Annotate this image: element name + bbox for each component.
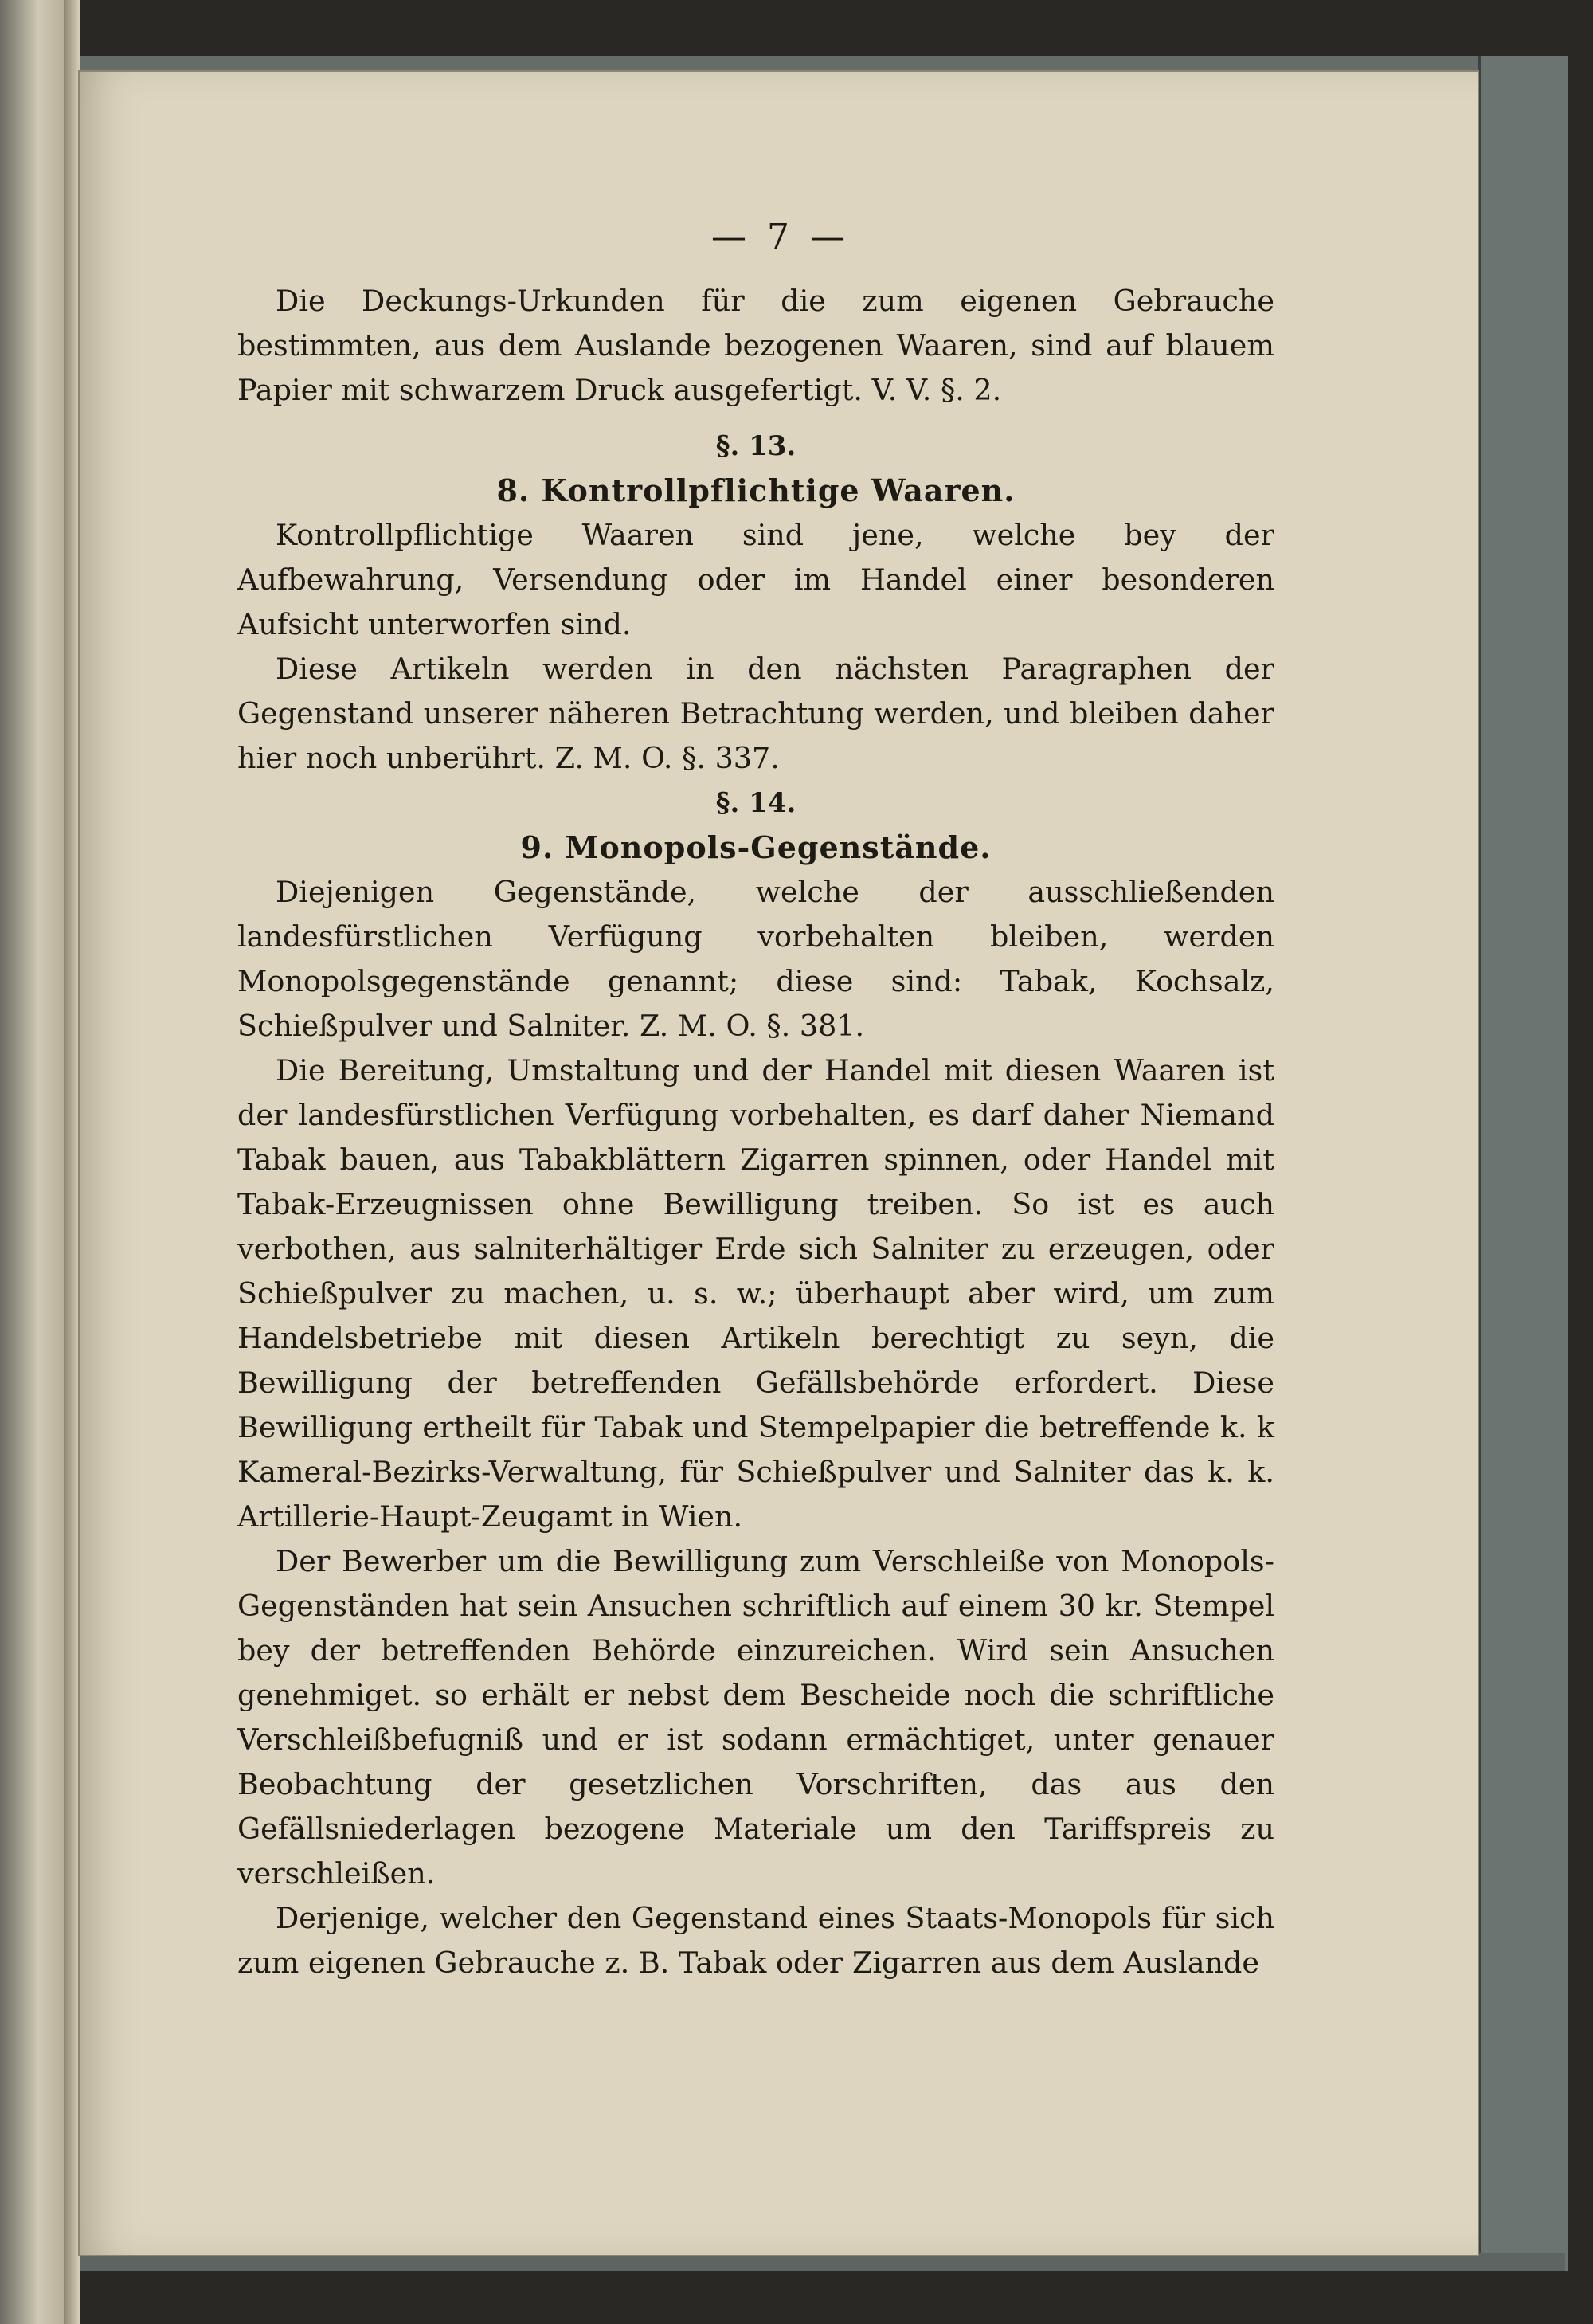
paragraph: Diese Artikeln werden in den nächsten Paragraphen der Gegenstand unserer näheren Betrachtung werden, und bleiben daher hier noch unberührt. Z. M. O. §. 337. xyxy=(237,652,1274,775)
paragraph: Diejenigen Gegenstände, welche der ausschließenden landesfürstlichen Verfügung vorbehalten bleiben, werden Monopolsgegenstände genannt; diese sind: Tabak, Kochsalz, Schießpulver und Salniter. Z. M. O. §. 381. xyxy=(237,875,1274,1043)
book-cover-top xyxy=(80,56,1565,73)
paragraph: Der Bewerber um die Bewilligung zum Verschleiße von Monopols-Gegenständen hat sein Ansuchen schriftlich auf einem 30 kr. Stempel bey der betreffenden Behörde einzureichen. Wird sein Ansuchen genehmiget. so erhält er nebst dem Bescheide noch die schriftliche Verschleißbefugniß und er ist sodann ermächtiget, unter genauer Beobachtung der gesetzlichen Vorschriften, das aus den Gefällsniederlagen bezogene Materiale um den Tariffspreis zu verschleißen. xyxy=(237,1544,1274,1891)
book-cover-bottom xyxy=(80,2253,1565,2271)
paragraph: Derjenige, welcher den Gegenstand eines Staats-Monopols für sich zum eigenen Gebrauche z. B. Tabak oder Zigarren aus dem Auslande xyxy=(237,1901,1274,1980)
section-heading: 9. Monopols-Gegenstände. xyxy=(520,829,992,865)
section-heading: 8. Kontrollpflichtige Waaren. xyxy=(496,472,1016,508)
section-number: §. 14. xyxy=(715,787,796,819)
paragraph: Kontrollpflichtige Waaren sind jene, welche bey der Aufbewahrung, Versendung oder im Handel einer besonderen Aufsicht unterworfen sind. xyxy=(237,518,1274,641)
facing-page-edge xyxy=(0,0,64,2324)
paragraph: Die Bereitung, Umstaltung und der Handel mit diesen Waaren ist der landesfürstlichen Verfügung vorbehalten, es darf daher Niemand Tabak bauen, aus Tabakblättern Zigarren spinnen, oder Handel mit Tabak-Erzeugnissen ohne Bewilligung treiben. So ist es auch verbothen, aus salniterhältiger Erde sich Salniter zu erzeugen, oder Schießpulver zu machen, u. s. w.; überhaupt aber wird, um zum Handelsbetriebe mit diesen Artikeln berechtigt zu seyn, die Bewilligung der betreffenden Gefällsbehörde erfordert. Diese Bewilligung ertheilt für Tabak und Stempelpapier die betreffende k. k Kameral-Bezirks-Verwaltung, für Schießpulver und Salniter das k. k. Artillerie-Haupt-Zeugamt in Wien. xyxy=(237,1053,1274,1534)
book-cover-edge xyxy=(1478,56,1568,2271)
paragraph: Die Deckungs-Urkunden für die zum eigenen Gebrauche bestimmten, aus dem Auslande bezogenen Waaren, sind auf blauem Papier mit schwarzem Druck ausgefertigt. V. V. §. 2. xyxy=(237,284,1274,407)
book-gutter xyxy=(64,0,80,2324)
page-text xyxy=(237,223,1274,1985)
page-number: — 7 — xyxy=(711,217,850,257)
section-number: §. 13. xyxy=(715,430,796,462)
